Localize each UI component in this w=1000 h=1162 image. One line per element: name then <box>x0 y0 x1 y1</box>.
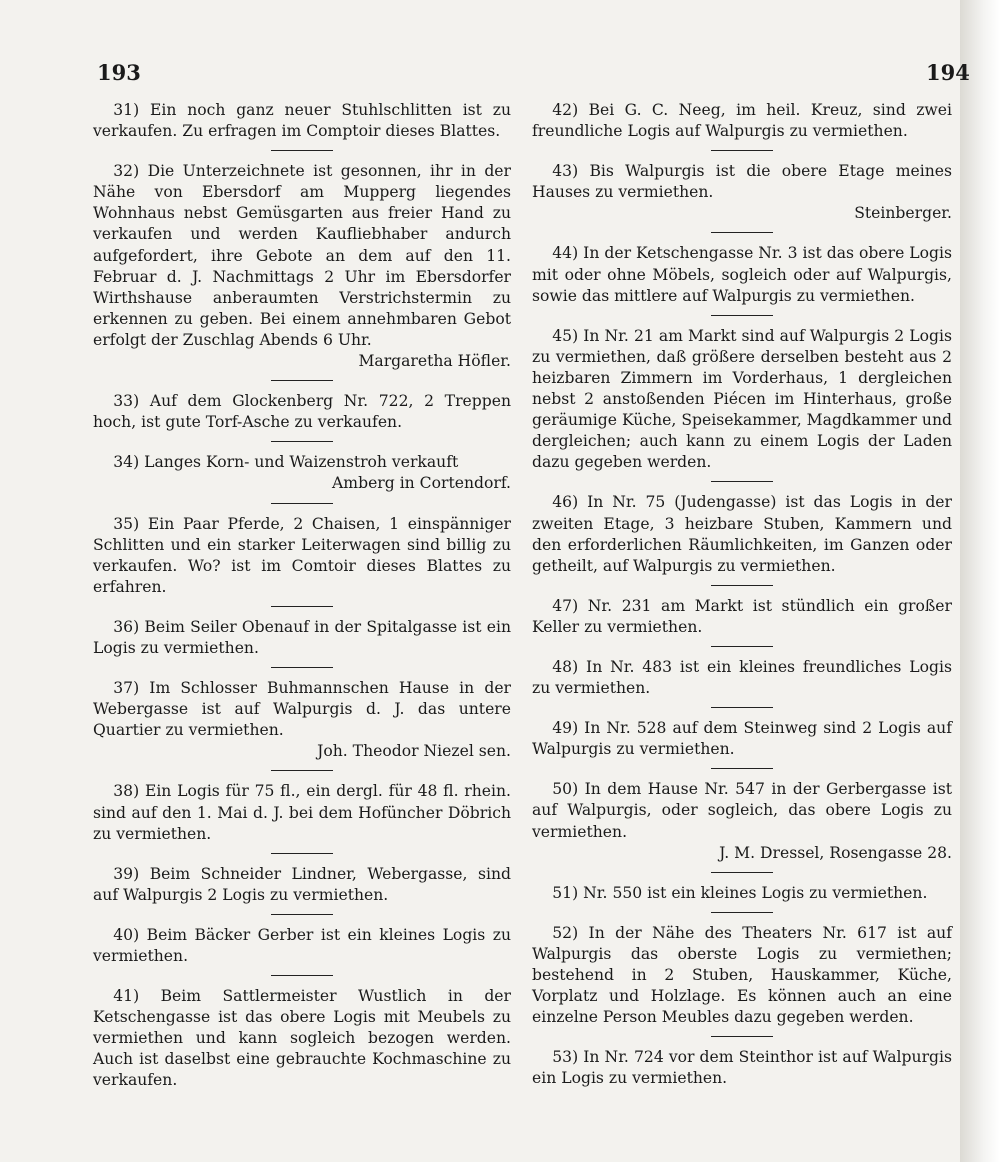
advertisement <box>93 925 511 967</box>
ad-separator <box>271 975 333 976</box>
advertisement-text: 51) Nr. 550 ist ein kleines Logis zu vermiethen. <box>552 883 928 902</box>
ad-separator <box>271 770 333 771</box>
advertisement <box>532 326 952 474</box>
advertisement-text: 49) In Nr. 528 auf dem Steinweg sind 2 Logis auf Walpurgis zu vermiethen. <box>532 719 952 759</box>
advertisement-text: 52) In der Nähe des Theaters Nr. 617 ist auf Walpurgis das oberste Logis zu vermiethen; bestehend in 2 Stuben, Hauskammer, Küche, Vorplatz und Holzlage. Es können auch an eine einzelne Person Meubles dazu gegeben werden. <box>532 923 952 1027</box>
advertisement <box>93 617 511 659</box>
ad-separator <box>711 872 773 873</box>
advertisement-text: 37) Im Schlosser Buhmannschen Hause in der Webergasse ist auf Walpurgis d. J. das untere Quartier zu vermiethen. <box>93 679 511 740</box>
ad-separator <box>711 150 773 151</box>
advertisement <box>532 779 952 863</box>
advertisement-text: 47) Nr. 231 am Markt ist stündlich ein großer Keller zu vermiethen. <box>532 596 952 636</box>
left-column <box>93 100 511 1092</box>
ad-separator <box>711 646 773 647</box>
page-edge-shadow <box>960 0 1000 1162</box>
advertisement-signature: Steinberger. <box>854 204 952 223</box>
advertisement <box>532 718 952 760</box>
advertisement <box>532 657 952 699</box>
advertisement-text: 38) Ein Logis für 75 fl., ein dergl. für 48 fl. rhein. sind auf den 1. Mai d. J. bei dem Hofüncher Döbrich zu vermiethen. <box>93 782 511 843</box>
advertisement <box>532 100 952 142</box>
advertisement-text: 50) In dem Hause Nr. 547 in der Gerbergasse ist auf Walpurgis, oder sogleich, das obere Logis zu vermiethen. <box>532 780 952 841</box>
ad-separator <box>271 503 333 504</box>
advertisement <box>93 100 511 142</box>
advertisement-text: 53) In Nr. 724 vor dem Steinthor ist auf Walpurgis ein Logis zu vermiethen. <box>532 1048 952 1088</box>
advertisement <box>532 161 952 224</box>
advertisement <box>93 986 511 1091</box>
ad-separator <box>711 585 773 586</box>
advertisement-text: 44) In der Ketschengasse Nr. 3 ist das obere Logis mit oder ohne Möbels, sogleich oder auf Walpurgis, sowie das mittlere auf Walpurgis zu vermiethen. <box>532 244 952 305</box>
advertisement <box>93 678 511 762</box>
advertisement-text: 43) Bis Walpurgis ist die obere Etage meines Hauses zu vermiethen. <box>532 162 952 202</box>
advertisement-text: 48) In Nr. 483 ist ein kleines freundliches Logis zu vermiethen. <box>532 657 952 698</box>
advertisement <box>532 883 952 904</box>
ad-separator <box>271 150 333 151</box>
advertisement-text: 31) Ein noch ganz neuer Stuhlschlitten ist zu verkaufen. Zu erfragen im Comptoir dieses Blattes. <box>93 101 511 141</box>
ad-separator <box>711 232 773 233</box>
ad-separator <box>271 441 333 442</box>
ad-separator <box>711 768 773 769</box>
page-number-right: 194 <box>926 60 970 85</box>
advertisement-text: 40) Beim Bäcker Gerber ist ein kleines Logis zu vermiethen. <box>93 925 511 965</box>
ad-separator <box>271 380 333 381</box>
advertisement-text: 34) Langes Korn- und Waizenstroh verkauft <box>113 453 459 472</box>
advertisement <box>93 864 511 906</box>
advertisement-text: 46) In Nr. 75 (Judengasse) ist das Logis in der zweiten Etage, 3 heizbare Stuben, Kammern und den erforderlichen Räumlichkeiten, im Ganzen oder getheilt, auf Walpurgis zu vermiethen. <box>532 493 952 575</box>
advertisement-text: 41) Beim Sattlermeister Wustlich in der Ketschengasse ist das obere Logis mit Meubels zu vermiethen und kann sogleich bezogen werden. Auch ist daselbst eine gebrauchte Kochmaschine zu verkaufen. <box>93 987 511 1090</box>
advertisement <box>93 452 511 494</box>
ad-separator <box>711 912 773 913</box>
advertisement-text: 33) Auf dem Glockenberg Nr. 722, 2 Treppen hoch, ist gute Torf-Asche zu verkaufen. <box>93 392 511 432</box>
advertisement <box>93 391 511 433</box>
ad-separator <box>711 315 773 316</box>
ad-separator <box>711 707 773 708</box>
advertisement <box>532 923 952 1028</box>
right-column <box>532 100 952 1089</box>
advertisement-signature: Amberg in Cortendorf. <box>332 474 511 493</box>
advertisement <box>532 243 952 306</box>
advertisement-signature: Joh. Theodor Niezel sen. <box>317 742 511 761</box>
page-number-left: 193 <box>97 60 141 85</box>
advertisement-signature: J. M. Dressel, Rosengasse 28. <box>719 843 952 862</box>
advertisement-text: 35) Ein Paar Pferde, 2 Chaisen, 1 einspänniger Schlitten und ein starker Leiterwagen sind billig zu verkaufen. Wo? ist im Comtoir dieses Blattes zu erfahren. <box>93 514 511 596</box>
ad-separator <box>271 914 333 915</box>
advertisement <box>532 596 952 638</box>
advertisement-text: 42) Bei G. C. Neeg, im heil. Kreuz, sind zwei freundliche Logis auf Walpurgis zu vermiethen. <box>532 101 952 141</box>
advertisement-text: 39) Beim Schneider Lindner, Webergasse, sind auf Walpurgis 2 Logis zu vermiethen. <box>93 864 511 904</box>
advertisement <box>93 161 511 372</box>
advertisement-signature: Margaretha Höfler. <box>358 352 511 371</box>
ad-separator <box>271 853 333 854</box>
ad-separator <box>711 481 773 482</box>
advertisement-text: 36) Beim Seiler Obenauf in der Spitalgasse ist ein Logis zu vermiethen. <box>93 617 511 657</box>
advertisement <box>93 781 511 844</box>
ad-separator <box>271 667 333 668</box>
ad-separator <box>271 606 333 607</box>
ad-separator <box>711 1036 773 1037</box>
advertisement-text: 32) Die Unterzeichnete ist gesonnen, ihr in der Nähe von Ebersdorf am Mupperg liegendes Wohnhaus nebst Gemüsgarten aus freier Hand zu verkaufen und werden Kaufliebhaber andurch aufgefordert, ihre Gebote an dem auf den 11. Februar d. J. Nachmittags 2 Uhr im Ebersdorfer Wirthshause anberaumten Verstrichstermin zu erkennen zu geben. Bei einem annehmbaren Gebot erfolgt der Zuschlag Abends 6 Uhr. <box>93 162 511 349</box>
advertisement <box>532 492 952 576</box>
advertisement-text: 45) In Nr. 21 am Markt sind auf Walpurgis 2 Logis zu vermiethen, daß größere derselben besteht aus 2 heizbaren Zimmern im Vorderhaus, 1 dergleichen nebst 2 anstoßenden Piécen im Hinterhaus, große geräumige Küche, Speisekammer, Magdkammer und dergleichen; auch kann zu einem Logis der Laden dazu gegeben werden. <box>532 326 952 472</box>
advertisement <box>93 514 511 598</box>
advertisement <box>532 1047 952 1089</box>
